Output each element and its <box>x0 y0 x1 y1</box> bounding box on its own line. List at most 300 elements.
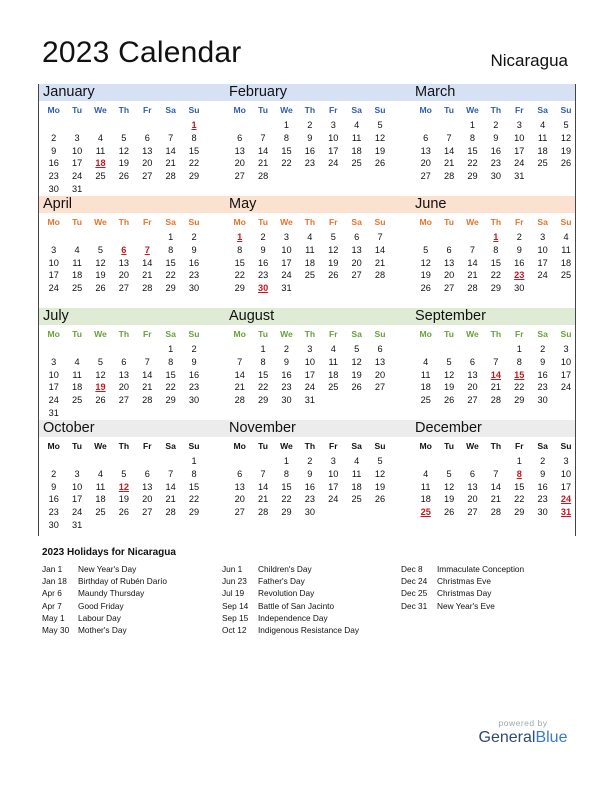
day-cell[interactable]: 5 <box>354 344 360 354</box>
day-cell[interactable]: 14 <box>165 145 176 156</box>
day-cell[interactable]: 27 <box>118 283 129 294</box>
day-cell[interactable]: 20 <box>443 270 455 281</box>
day-cell[interactable]: 6 <box>469 468 476 479</box>
day-cell[interactable]: 23 <box>537 382 548 393</box>
day-cell[interactable]: 21 <box>257 494 269 505</box>
day-cell[interactable]: 28 <box>257 171 269 182</box>
day-cell[interactable]: 26 <box>374 494 386 505</box>
day-cell[interactable]: 15 <box>281 145 292 156</box>
day-cell[interactable]: 8 <box>191 468 197 479</box>
day-cell[interactable]: 13 <box>234 145 245 156</box>
day-cell[interactable]: 25 <box>95 507 106 518</box>
day-cell[interactable]: 10 <box>304 356 315 367</box>
day-cell[interactable]: 28 <box>490 507 501 518</box>
day-cell[interactable]: 18 <box>304 257 315 268</box>
day-cell[interactable]: 2 <box>51 468 57 479</box>
day-cell[interactable]: 17 <box>514 145 525 156</box>
day-cell[interactable]: 4 <box>330 344 336 354</box>
day-cell[interactable]: 14 <box>257 145 269 156</box>
day-cell[interactable]: 8 <box>260 356 266 367</box>
day-cell[interactable]: 1 <box>191 456 197 466</box>
day-cell[interactable]: 28 <box>165 171 176 182</box>
day-cell[interactable]: 25 <box>537 158 548 169</box>
day-cell[interactable]: 26 <box>118 507 129 518</box>
day-cell[interactable]: 10 <box>71 481 83 492</box>
day-cell[interactable]: 2 <box>307 456 313 466</box>
day-cell[interactable]: 31 <box>281 283 292 294</box>
day-cell[interactable]: 11 <box>72 369 82 380</box>
day-cell[interactable]: 29 <box>188 507 200 518</box>
day-cell[interactable]: 10 <box>560 356 572 367</box>
day-cell[interactable]: 12 <box>95 257 106 268</box>
day-cell[interactable]: 7 <box>493 468 499 479</box>
day-cell[interactable]: 4 <box>423 356 429 367</box>
day-cell[interactable]: 26 <box>95 283 106 294</box>
day-cell[interactable]: 2 <box>191 344 197 354</box>
day-cell[interactable]: 17 <box>328 481 339 492</box>
day-cell[interactable]: 9 <box>540 356 546 367</box>
day-cell[interactable]: 12 <box>560 132 572 143</box>
day-cell[interactable]: 10 <box>560 468 572 479</box>
day-cell[interactable]: 20 <box>374 369 386 380</box>
day-cell[interactable]: 30 <box>490 171 501 182</box>
day-cell[interactable]: 15 <box>188 145 200 156</box>
day-cell[interactable]: 31 <box>304 395 315 406</box>
day-cell[interactable]: 28 <box>142 395 153 406</box>
day-cell[interactable]: 12 <box>118 145 129 156</box>
day-cell[interactable]: 23 <box>281 382 292 393</box>
day-cell[interactable]: 3 <box>563 456 569 466</box>
day-cell[interactable]: 21 <box>443 158 455 169</box>
day-cell[interactable]: 4 <box>354 120 360 130</box>
day-cell[interactable]: 11 <box>95 481 106 492</box>
day-cell[interactable]: 21 <box>234 382 245 393</box>
holiday-day-cell[interactable]: 1 <box>493 232 499 242</box>
day-cell[interactable]: 24 <box>71 171 83 182</box>
day-cell[interactable]: 8 <box>469 132 476 143</box>
day-cell[interactable]: 16 <box>188 369 200 380</box>
day-cell[interactable]: 9 <box>260 244 266 255</box>
day-cell[interactable]: 1 <box>283 456 290 466</box>
day-cell[interactable]: 10 <box>48 257 59 268</box>
day-cell[interactable]: 13 <box>467 481 478 492</box>
day-cell[interactable]: 9 <box>191 244 197 255</box>
day-cell[interactable]: 12 <box>374 468 386 479</box>
day-cell[interactable]: 15 <box>514 481 525 492</box>
day-cell[interactable]: 9 <box>493 132 499 143</box>
day-cell[interactable]: 19 <box>443 382 455 393</box>
day-cell[interactable]: 24 <box>514 158 525 169</box>
day-cell[interactable]: 5 <box>446 468 452 479</box>
day-cell[interactable]: 11 <box>328 356 339 367</box>
day-cell[interactable]: 12 <box>328 244 339 255</box>
day-cell[interactable]: 24 <box>281 270 292 281</box>
day-cell[interactable]: 19 <box>118 494 129 505</box>
day-cell[interactable]: 29 <box>165 283 176 294</box>
day-cell[interactable]: 20 <box>118 270 129 281</box>
day-cell[interactable]: 3 <box>74 468 80 479</box>
day-cell[interactable]: 20 <box>420 158 431 169</box>
day-cell[interactable]: 13 <box>142 145 153 156</box>
day-cell[interactable]: 16 <box>48 494 59 505</box>
day-cell[interactable]: 15 <box>257 369 269 380</box>
day-cell[interactable]: 18 <box>328 369 339 380</box>
day-cell[interactable]: 20 <box>467 382 478 393</box>
day-cell[interactable]: 22 <box>234 270 245 281</box>
day-cell[interactable]: 7 <box>469 244 476 255</box>
day-cell[interactable]: 13 <box>234 481 245 492</box>
day-cell[interactable]: 23 <box>537 494 548 505</box>
day-cell[interactable]: 22 <box>188 494 200 505</box>
day-cell[interactable]: 22 <box>490 270 501 281</box>
day-cell[interactable]: 25 <box>420 395 431 406</box>
holiday-day-cell[interactable]: 12 <box>118 481 129 492</box>
holiday-day-cell[interactable]: 7 <box>144 244 150 255</box>
day-cell[interactable]: 9 <box>516 244 522 255</box>
day-cell[interactable]: 9 <box>307 132 313 143</box>
day-cell[interactable]: 18 <box>420 382 431 393</box>
day-cell[interactable]: 26 <box>95 395 106 406</box>
day-cell[interactable]: 2 <box>493 120 499 130</box>
day-cell[interactable]: 29 <box>490 283 501 294</box>
day-cell[interactable]: 29 <box>165 395 176 406</box>
day-cell[interactable]: 19 <box>118 158 129 169</box>
day-cell[interactable]: 27 <box>142 171 153 182</box>
day-cell[interactable]: 13 <box>374 356 386 367</box>
day-cell[interactable]: 17 <box>48 382 59 393</box>
day-cell[interactable]: 25 <box>95 171 106 182</box>
day-cell[interactable]: 6 <box>377 344 383 354</box>
day-cell[interactable]: 6 <box>121 356 127 367</box>
day-cell[interactable]: 29 <box>514 395 525 406</box>
day-cell[interactable]: 20 <box>467 494 478 505</box>
day-cell[interactable]: 8 <box>283 132 290 143</box>
day-cell[interactable]: 23 <box>188 382 200 393</box>
day-cell[interactable]: 14 <box>443 145 455 156</box>
day-cell[interactable]: 16 <box>490 145 501 156</box>
day-cell[interactable]: 24 <box>328 158 339 169</box>
holiday-day-cell[interactable]: 18 <box>95 158 106 169</box>
day-cell[interactable]: 26 <box>374 158 386 169</box>
day-cell[interactable]: 19 <box>374 145 386 156</box>
day-cell[interactable]: 7 <box>446 132 452 143</box>
day-cell[interactable]: 12 <box>95 369 106 380</box>
day-cell[interactable]: 25 <box>328 382 339 393</box>
day-cell[interactable]: 14 <box>165 481 176 492</box>
day-cell[interactable]: 29 <box>234 283 245 294</box>
day-cell[interactable]: 19 <box>443 494 455 505</box>
day-cell[interactable]: 28 <box>165 507 176 518</box>
day-cell[interactable]: 3 <box>283 232 290 242</box>
day-cell[interactable]: 11 <box>351 132 362 143</box>
day-cell[interactable]: 10 <box>537 244 548 255</box>
day-cell[interactable]: 22 <box>188 158 200 169</box>
holiday-day-cell[interactable]: 24 <box>560 494 572 505</box>
day-cell[interactable]: 15 <box>281 481 292 492</box>
day-cell[interactable]: 10 <box>514 132 525 143</box>
day-cell[interactable]: 5 <box>121 468 127 479</box>
day-cell[interactable]: 11 <box>72 257 82 268</box>
day-cell[interactable]: 29 <box>514 507 525 518</box>
day-cell[interactable]: 1 <box>168 344 174 354</box>
day-cell[interactable]: 2 <box>51 132 57 143</box>
day-cell[interactable]: 1 <box>516 344 522 354</box>
day-cell[interactable]: 4 <box>354 456 360 466</box>
day-cell[interactable]: 16 <box>514 257 525 268</box>
day-cell[interactable]: 21 <box>257 158 269 169</box>
day-cell[interactable]: 27 <box>374 382 386 393</box>
day-cell[interactable]: 11 <box>95 145 106 156</box>
day-cell[interactable]: 17 <box>48 270 59 281</box>
day-cell[interactable]: 1 <box>469 120 476 130</box>
day-cell[interactable]: 16 <box>537 369 548 380</box>
day-cell[interactable]: 14 <box>490 481 501 492</box>
day-cell[interactable]: 21 <box>142 270 153 281</box>
day-cell[interactable]: 11 <box>537 132 548 143</box>
day-cell[interactable]: 18 <box>560 257 572 268</box>
day-cell[interactable]: 23 <box>48 171 59 182</box>
day-cell[interactable]: 13 <box>443 257 455 268</box>
day-cell[interactable]: 14 <box>467 257 478 268</box>
day-cell[interactable]: 9 <box>51 481 57 492</box>
day-cell[interactable]: 7 <box>260 132 266 143</box>
day-cell[interactable]: 24 <box>328 494 339 505</box>
day-cell[interactable]: 3 <box>563 344 569 354</box>
day-cell[interactable]: 24 <box>71 507 83 518</box>
day-cell[interactable]: 1 <box>516 456 522 466</box>
day-cell[interactable]: 2 <box>516 232 522 242</box>
day-cell[interactable]: 29 <box>188 171 200 182</box>
day-cell[interactable]: 19 <box>328 257 339 268</box>
day-cell[interactable]: 8 <box>191 132 197 143</box>
day-cell[interactable]: 16 <box>537 481 548 492</box>
day-cell[interactable]: 16 <box>281 369 292 380</box>
day-cell[interactable]: 27 <box>118 395 129 406</box>
day-cell[interactable]: 21 <box>490 382 501 393</box>
day-cell[interactable]: 29 <box>467 171 478 182</box>
day-cell[interactable]: 31 <box>48 407 59 418</box>
day-cell[interactable]: 2 <box>307 120 313 130</box>
day-cell[interactable]: 14 <box>234 369 245 380</box>
day-cell[interactable]: 26 <box>560 158 572 169</box>
day-cell[interactable]: 18 <box>71 270 83 281</box>
day-cell[interactable]: 17 <box>71 494 83 505</box>
day-cell[interactable]: 27 <box>420 171 431 182</box>
day-cell[interactable]: 6 <box>144 132 150 143</box>
day-cell[interactable]: 11 <box>420 481 431 492</box>
day-cell[interactable]: 13 <box>118 369 129 380</box>
day-cell[interactable]: 23 <box>48 507 59 518</box>
day-cell[interactable]: 30 <box>281 395 292 406</box>
day-cell[interactable]: 18 <box>351 481 362 492</box>
day-cell[interactable]: 21 <box>467 270 478 281</box>
day-cell[interactable]: 25 <box>71 283 83 294</box>
holiday-day-cell[interactable]: 6 <box>121 244 127 255</box>
day-cell[interactable]: 11 <box>561 244 571 255</box>
day-cell[interactable]: 28 <box>257 507 269 518</box>
day-cell[interactable]: 27 <box>351 270 362 281</box>
day-cell[interactable]: 27 <box>234 171 245 182</box>
holiday-day-cell[interactable]: 8 <box>516 468 522 479</box>
day-cell[interactable]: 12 <box>420 257 431 268</box>
day-cell[interactable]: 6 <box>144 468 150 479</box>
day-cell[interactable]: 23 <box>188 270 200 281</box>
day-cell[interactable]: 22 <box>467 158 478 169</box>
day-cell[interactable]: 3 <box>51 356 57 367</box>
day-cell[interactable]: 23 <box>490 158 501 169</box>
day-cell[interactable]: 27 <box>467 507 478 518</box>
day-cell[interactable]: 30 <box>48 183 59 194</box>
day-cell[interactable]: 28 <box>374 270 386 281</box>
day-cell[interactable]: 6 <box>446 244 452 255</box>
day-cell[interactable]: 4 <box>74 356 80 367</box>
day-cell[interactable]: 12 <box>443 481 455 492</box>
day-cell[interactable]: 4 <box>563 232 569 242</box>
day-cell[interactable]: 6 <box>469 356 476 367</box>
day-cell[interactable]: 19 <box>95 270 106 281</box>
day-cell[interactable]: 7 <box>237 356 243 367</box>
day-cell[interactable]: 7 <box>168 468 174 479</box>
day-cell[interactable]: 23 <box>257 270 269 281</box>
day-cell[interactable]: 21 <box>165 494 176 505</box>
day-cell[interactable]: 21 <box>374 257 386 268</box>
day-cell[interactable]: 5 <box>377 120 383 130</box>
day-cell[interactable]: 30 <box>304 507 315 518</box>
day-cell[interactable]: 20 <box>234 494 245 505</box>
day-cell[interactable]: 29 <box>257 395 269 406</box>
day-cell[interactable]: 6 <box>354 232 360 242</box>
day-cell[interactable]: 30 <box>537 395 548 406</box>
day-cell[interactable]: 13 <box>118 257 129 268</box>
day-cell[interactable]: 6 <box>237 468 243 479</box>
day-cell[interactable]: 24 <box>48 283 59 294</box>
day-cell[interactable]: 12 <box>374 132 386 143</box>
day-cell[interactable]: 4 <box>74 244 80 255</box>
day-cell[interactable]: 31 <box>71 519 83 530</box>
day-cell[interactable]: 15 <box>467 145 478 156</box>
day-cell[interactable]: 3 <box>307 344 313 354</box>
day-cell[interactable]: 28 <box>234 395 245 406</box>
day-cell[interactable]: 30 <box>188 283 200 294</box>
day-cell[interactable]: 10 <box>328 132 339 143</box>
holiday-day-cell[interactable]: 1 <box>191 120 197 130</box>
day-cell[interactable]: 25 <box>304 270 315 281</box>
day-cell[interactable]: 17 <box>537 257 548 268</box>
day-cell[interactable]: 9 <box>307 468 313 479</box>
day-cell[interactable]: 10 <box>281 244 292 255</box>
day-cell[interactable]: 3 <box>540 232 546 242</box>
holiday-day-cell[interactable]: 25 <box>420 507 431 518</box>
day-cell[interactable]: 6 <box>237 132 243 143</box>
day-cell[interactable]: 3 <box>330 120 336 130</box>
day-cell[interactable]: 9 <box>191 356 197 367</box>
day-cell[interactable]: 22 <box>514 494 525 505</box>
day-cell[interactable]: 11 <box>420 369 431 380</box>
day-cell[interactable]: 11 <box>305 244 315 255</box>
day-cell[interactable]: 15 <box>234 257 245 268</box>
day-cell[interactable]: 21 <box>165 158 176 169</box>
day-cell[interactable]: 8 <box>516 356 522 367</box>
day-cell[interactable]: 1 <box>283 120 290 130</box>
day-cell[interactable]: 11 <box>351 468 362 479</box>
holiday-day-cell[interactable]: 19 <box>95 382 106 393</box>
day-cell[interactable]: 5 <box>330 232 336 242</box>
day-cell[interactable]: 16 <box>48 158 59 169</box>
day-cell[interactable]: 6 <box>423 132 429 143</box>
day-cell[interactable]: 10 <box>48 369 59 380</box>
day-cell[interactable]: 18 <box>351 145 362 156</box>
day-cell[interactable]: 3 <box>516 120 522 130</box>
day-cell[interactable]: 20 <box>142 158 153 169</box>
day-cell[interactable]: 13 <box>142 481 153 492</box>
day-cell[interactable]: 21 <box>490 494 501 505</box>
day-cell[interactable]: 19 <box>374 481 386 492</box>
day-cell[interactable]: 7 <box>260 468 266 479</box>
day-cell[interactable]: 10 <box>71 145 83 156</box>
day-cell[interactable]: 27 <box>234 507 245 518</box>
day-cell[interactable]: 5 <box>563 120 569 130</box>
day-cell[interactable]: 26 <box>443 395 455 406</box>
day-cell[interactable]: 27 <box>443 283 455 294</box>
day-cell[interactable]: 2 <box>260 232 266 242</box>
day-cell[interactable]: 17 <box>560 481 572 492</box>
day-cell[interactable]: 22 <box>257 382 269 393</box>
day-cell[interactable]: 10 <box>328 468 339 479</box>
day-cell[interactable]: 25 <box>560 270 572 281</box>
day-cell[interactable]: 17 <box>281 257 292 268</box>
day-cell[interactable]: 9 <box>283 356 290 367</box>
day-cell[interactable]: 5 <box>446 356 452 367</box>
day-cell[interactable]: 24 <box>560 382 572 393</box>
day-cell[interactable]: 15 <box>490 257 501 268</box>
day-cell[interactable]: 8 <box>168 244 174 255</box>
day-cell[interactable]: 7 <box>144 356 150 367</box>
day-cell[interactable]: 5 <box>97 244 104 255</box>
day-cell[interactable]: 9 <box>51 145 57 156</box>
day-cell[interactable]: 17 <box>560 369 572 380</box>
day-cell[interactable]: 13 <box>420 145 431 156</box>
day-cell[interactable]: 4 <box>540 120 546 130</box>
day-cell[interactable]: 23 <box>304 158 315 169</box>
day-cell[interactable]: 26 <box>443 507 455 518</box>
day-cell[interactable]: 19 <box>560 145 572 156</box>
holiday-day-cell[interactable]: 23 <box>514 270 525 281</box>
day-cell[interactable]: 24 <box>304 382 315 393</box>
day-cell[interactable]: 9 <box>540 468 546 479</box>
day-cell[interactable]: 3 <box>74 132 80 143</box>
day-cell[interactable]: 26 <box>118 171 129 182</box>
day-cell[interactable]: 5 <box>377 456 383 466</box>
holiday-day-cell[interactable]: 14 <box>490 369 501 380</box>
day-cell[interactable]: 30 <box>48 519 59 530</box>
day-cell[interactable]: 28 <box>467 283 478 294</box>
day-cell[interactable]: 12 <box>443 369 455 380</box>
day-cell[interactable]: 18 <box>420 494 431 505</box>
day-cell[interactable]: 14 <box>142 369 153 380</box>
day-cell[interactable]: 8 <box>237 244 243 255</box>
day-cell[interactable]: 18 <box>95 494 106 505</box>
holiday-day-cell[interactable]: 31 <box>560 507 572 518</box>
day-cell[interactable]: 4 <box>307 232 313 242</box>
day-cell[interactable]: 24 <box>48 395 59 406</box>
day-cell[interactable]: 25 <box>71 395 83 406</box>
day-cell[interactable]: 17 <box>328 145 339 156</box>
day-cell[interactable]: 8 <box>283 468 290 479</box>
day-cell[interactable]: 17 <box>304 369 315 380</box>
day-cell[interactable]: 30 <box>188 395 200 406</box>
day-cell[interactable]: 5 <box>423 244 429 255</box>
day-cell[interactable]: 25 <box>351 494 362 505</box>
